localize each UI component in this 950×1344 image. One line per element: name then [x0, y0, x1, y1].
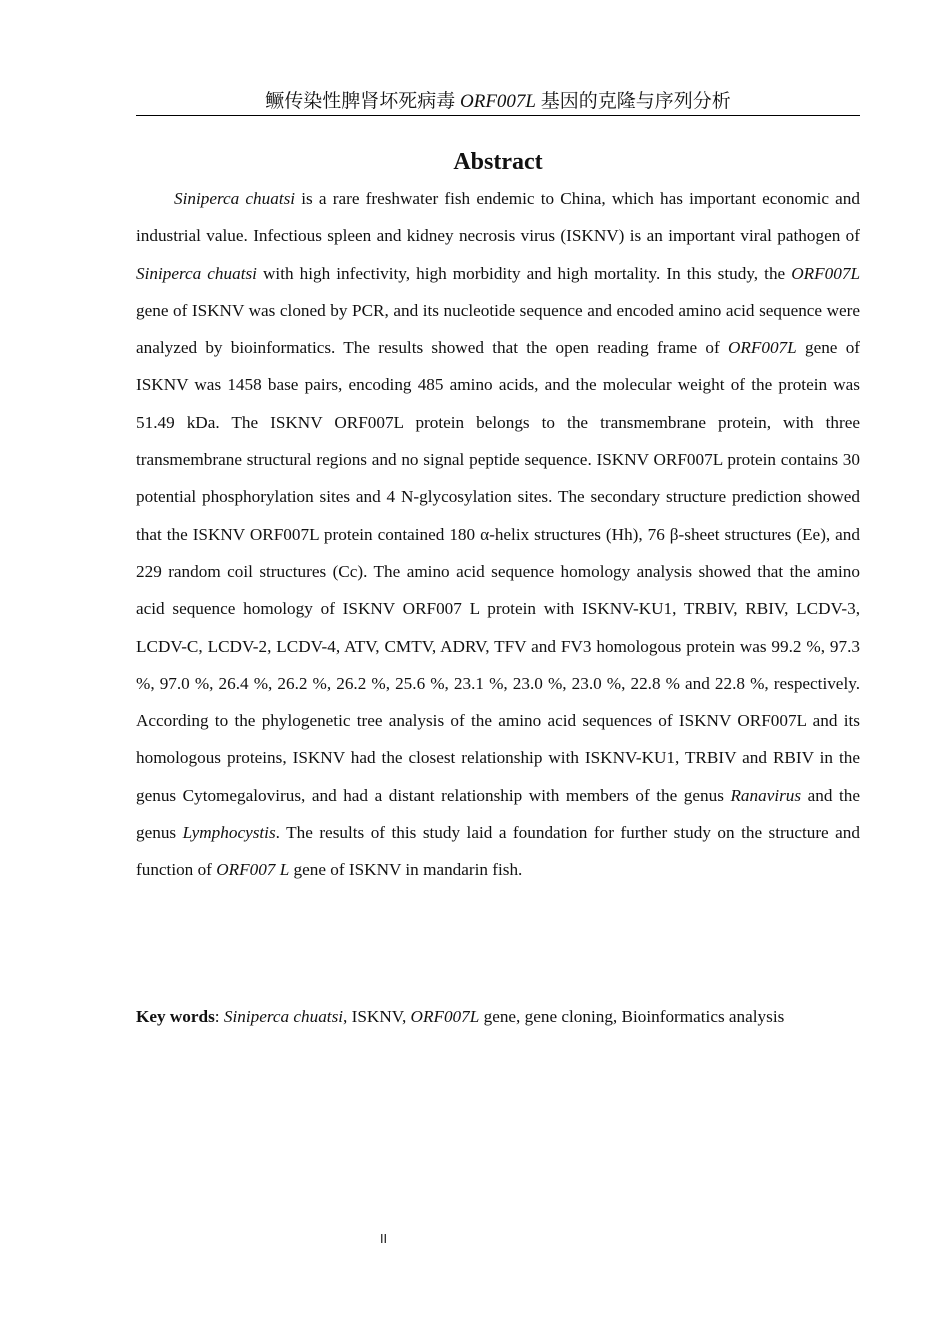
abstract-text: . The results of this study laid a foundation for further study on the structure and function of — [136, 823, 860, 880]
abstract-text: is a rare freshwater fish endemic to China, which has important economic and industrial value. Infectious spleen and kidney necrosis virus (ISKNV) is an important viral pathogen of — [136, 189, 860, 246]
keyword-text: gene, gene cloning, Bioinformatics analysis — [479, 1007, 785, 1026]
species-name: Siniperca chuatsi — [136, 263, 257, 283]
keywords-line — [136, 998, 876, 1035]
page-number: II — [380, 1232, 388, 1246]
keyword-gene: ORF007L — [410, 1007, 480, 1026]
keywords-label: Key words — [136, 1007, 215, 1026]
header-text-1: 鳜传染性脾肾坏死病毒 — [265, 91, 460, 112]
abstract-text: gene of ISKNV was cloned by PCR, and its nucleotide sequence and encoded amino acid sequence were analyzed by bioinformatics. The results showed that the open reading frame of — [136, 300, 860, 358]
header-text-2: 基因的克隆与序列分析 — [536, 91, 731, 112]
gene-name: ORF007L — [727, 338, 797, 358]
keywords-separator: : — [214, 1007, 224, 1026]
abstract-title: Abstract — [453, 149, 543, 175]
running-header — [136, 90, 860, 116]
keyword-text: , ISKNV, — [343, 1007, 411, 1026]
keyword-species: Siniperca chuatsi — [223, 1007, 344, 1026]
abstract-text: with high infectivity, high morbidity and high mortality. In this study, the — [256, 263, 792, 283]
gene-name: ORF007 L — [216, 860, 290, 880]
header-gene-name: ORF007L — [460, 91, 536, 112]
species-name: Siniperca chuatsi — [174, 189, 296, 208]
abstract-text: gene of ISKNV in mandarin fish. — [289, 860, 523, 880]
gene-name: ORF007L — [791, 263, 860, 283]
abstract-text: gene of ISKNV was 1458 base pairs, encoding 485 amino acids, and the molecular weight of the protein was 51.49 kDa. The ISKNV ORF007L protein belongs to the transmembrane protein, with three transmembrane structural regions and no signal peptide sequence. ISKNV ORF007L protein contains 30 potential phosphorylation sites and 4 N-glycosylation sites. The secondary structure prediction showed that the ISKNV ORF007L protein contained 180 α-helix structures (Hh), 76 β-sheet structures (Ee), and 229 random coil structures (Cc). The amino acid sequence homology analysis showed that the amino acid sequence homology of ISKNV ORF007 L protein with ISKNV-KU1, TRBIV, RBIV, LCDV-3, LCDV-C, LCDV-2, LCDV-4, ATV, CMTV, ADRV, TFV and FV3 homologous protein was 99.2 %, 97.3 %, 97.0 %, 26.4 %, 26.2 %, 26.2 %, 25.6 %, 23.1 %, 23.0 %, 23.0 %, 22.8 % and 22.8 %, respectively. According to the phylogenetic tree analysis of the amino acid sequences of ISKNV ORF007L and its homologous proteins, ISKNV had the closest relationship with ISKNV-KU1, TRBIV and RBIV in the genus Cytomegalovirus, and had a distant relationship with members of the genus — [136, 338, 861, 805]
genus-name: Lymphocystis — [182, 823, 276, 843]
genus-name: Ranavirus — [730, 785, 802, 805]
abstract-text: and the genus — [136, 785, 860, 843]
abstract-body — [136, 180, 860, 889]
